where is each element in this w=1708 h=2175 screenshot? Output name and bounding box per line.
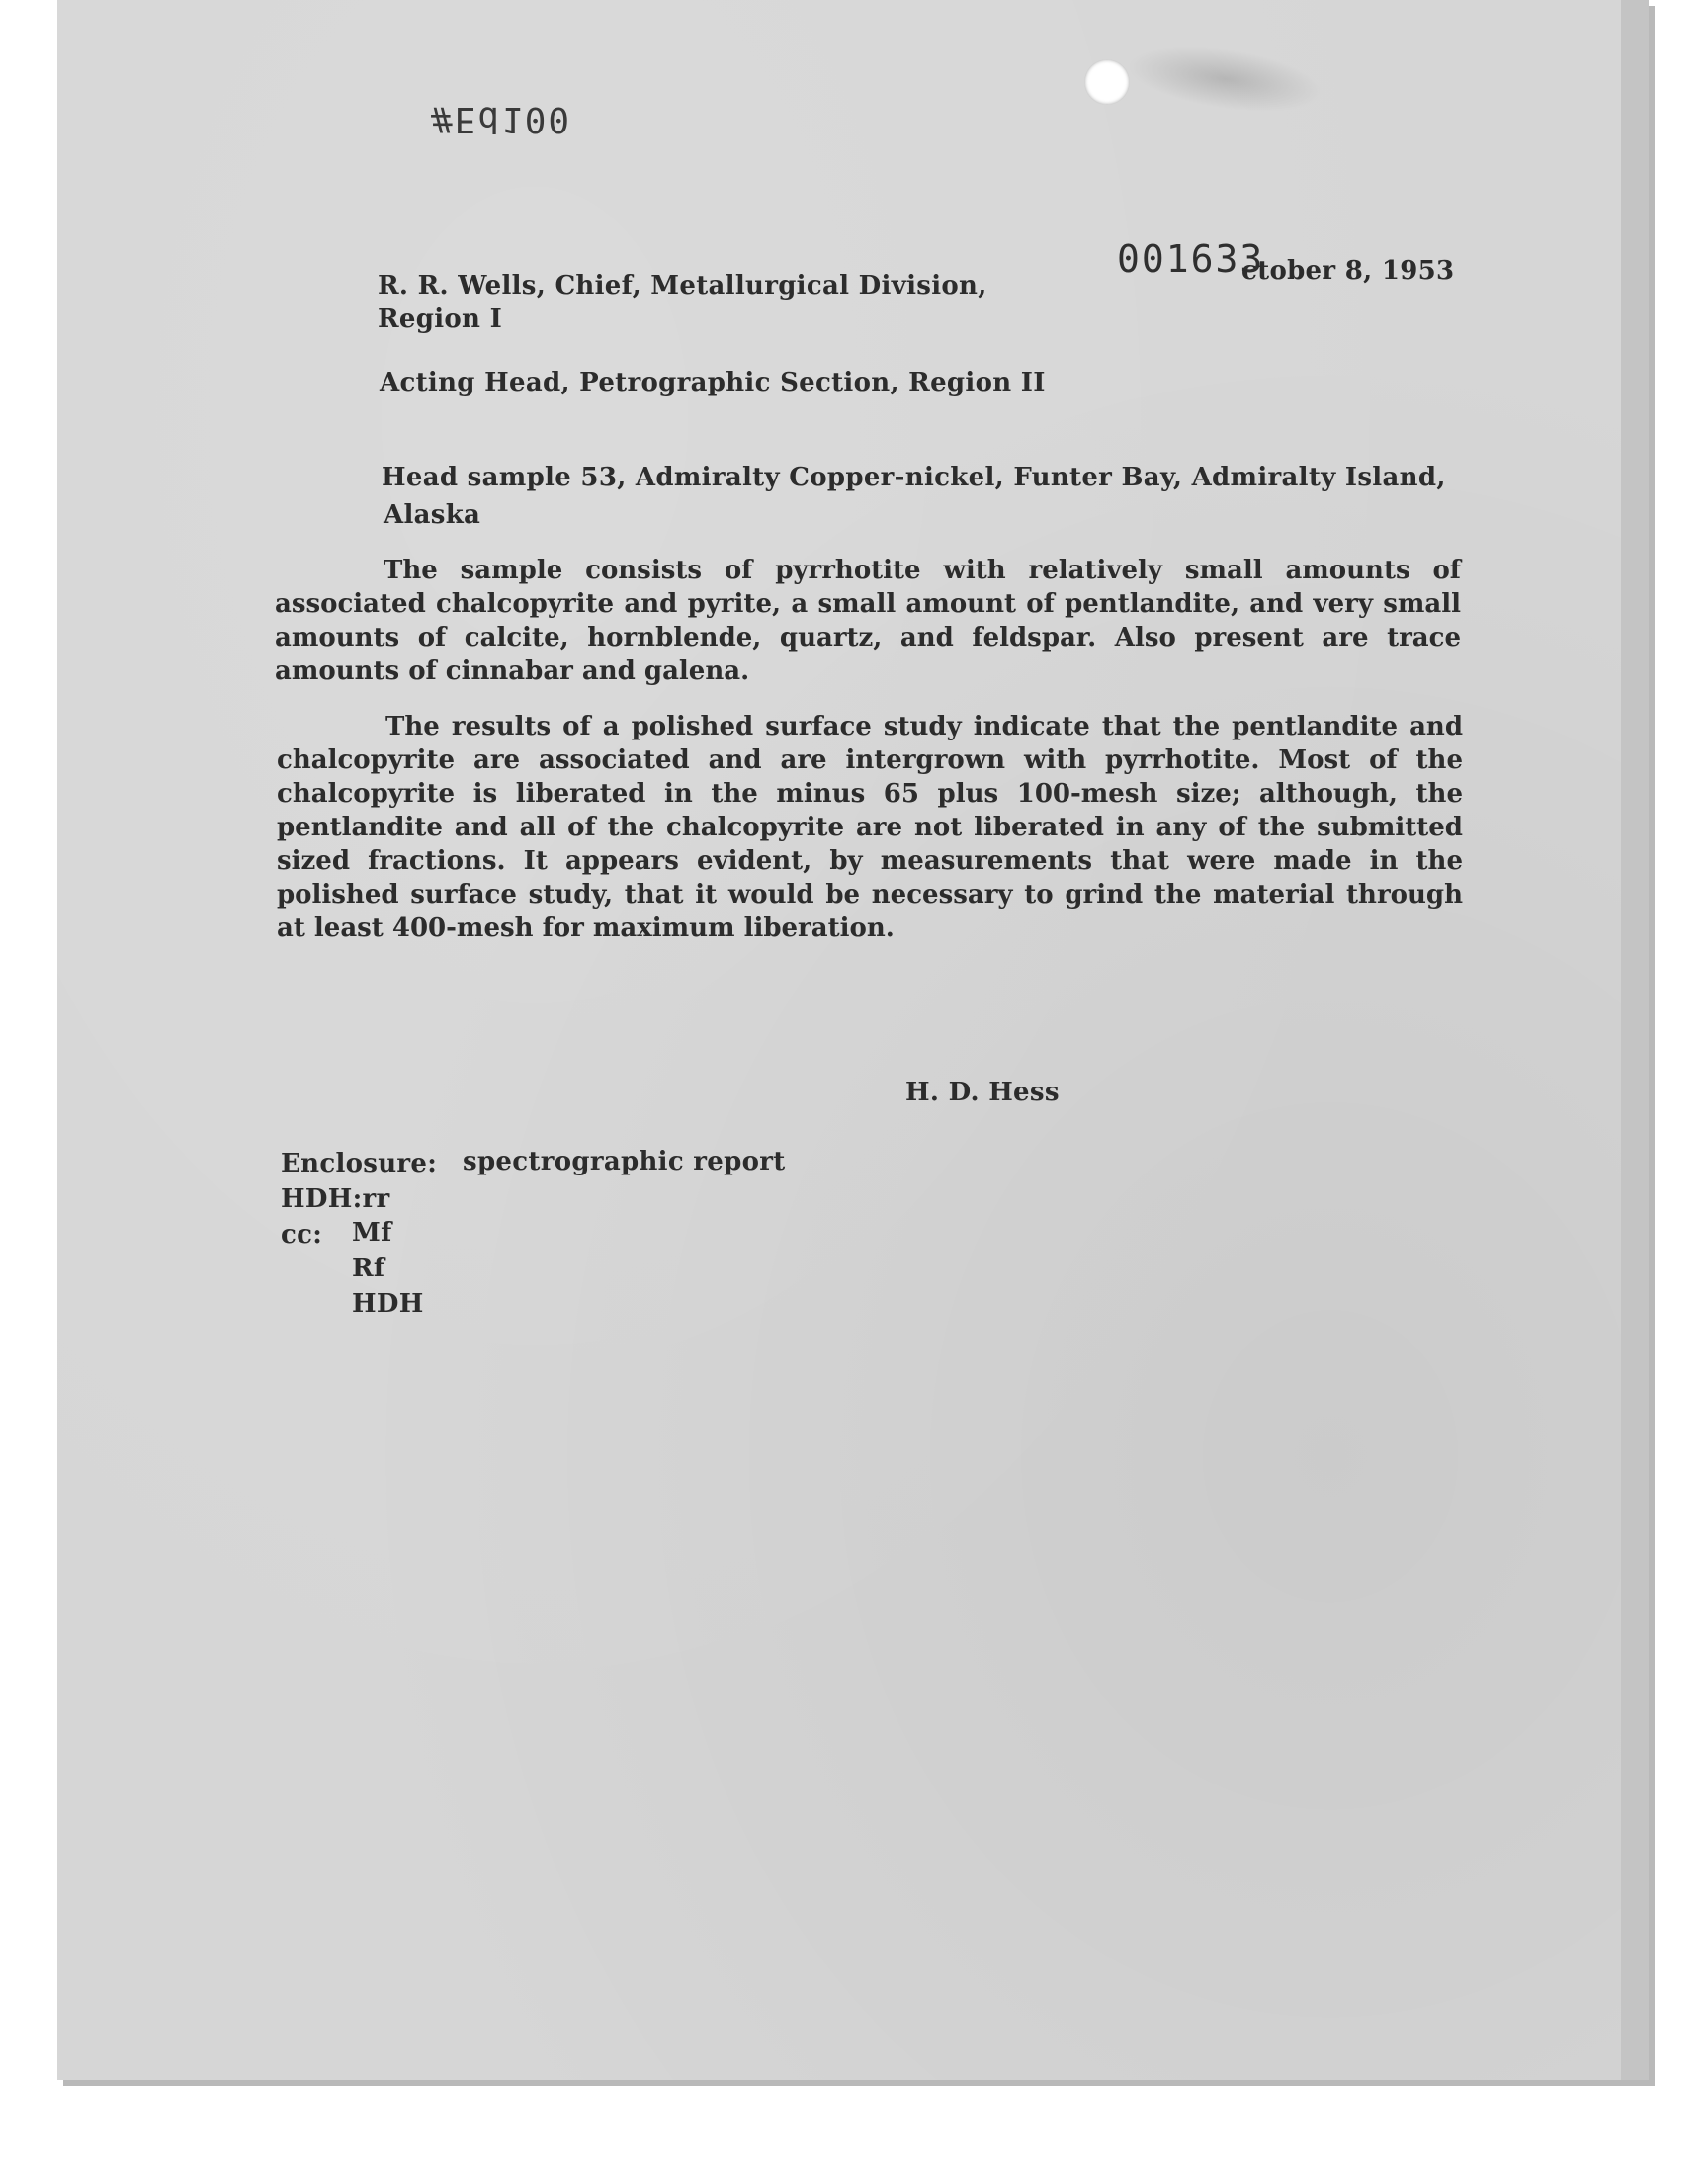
sheet-edge [1621,0,1649,2080]
subject-line-1: Head sample 53, Admiralty Copper-nickel, Funter Bay, Admiralty Island, [382,463,1446,492]
letter-date: ctober 8, 1953 [1241,256,1455,286]
recipient-line-1: R. R. Wells, Chief, Metallurgical Division, [378,271,987,301]
cc-recipient: Rf [352,1254,385,1283]
punch-hole-left [1084,59,1130,105]
typist-initials: HDH:rr [281,1184,390,1214]
body-paragraph-1: The sample consists of pyrrhotite with relatively small amounts of associated chalcopyrite and pyrite, a small amount of pentlandite, and very small amounts of calcite, hornblende, quartz, and feldspar. Also present are trace amounts of cinnabar and galena. [275,556,1461,686]
cc-recipient: Mf [352,1218,392,1248]
enclosure-label: Enclosure: [281,1149,438,1178]
handwritten-reference-number: #Ed100 [431,99,572,139]
body-paragraph-2: The results of a polished surface study indicate that the pentlandite and chalcopyrite are associated and are intergrown with pyrrhotite. Most of the chalcopyrite is liberated in the minus 65 plus 100-mesh size; although, the pentlandite and all of the chalcopyrite are not liberated in any of the submitted sized fractions. It appears evident, by measurements that were made in the polished surface study, that it would be necessary to grind the material through at least 400-mesh for maximum liberation. [277,712,1463,943]
file-number-stamp: 001633 [1117,237,1265,281]
cc-label: cc: [281,1220,323,1250]
subject-line-2: Alaska [384,500,481,530]
enclosure-value: spectrographic report [463,1147,786,1176]
document-sheet [57,0,1649,2080]
recipient-line-2: Region I [378,304,503,334]
signature-name: H. D. Hess [905,1078,1060,1107]
cc-recipient: HDH [352,1289,424,1319]
sender-line: Acting Head, Petrographic Section, Region II [380,368,1046,397]
